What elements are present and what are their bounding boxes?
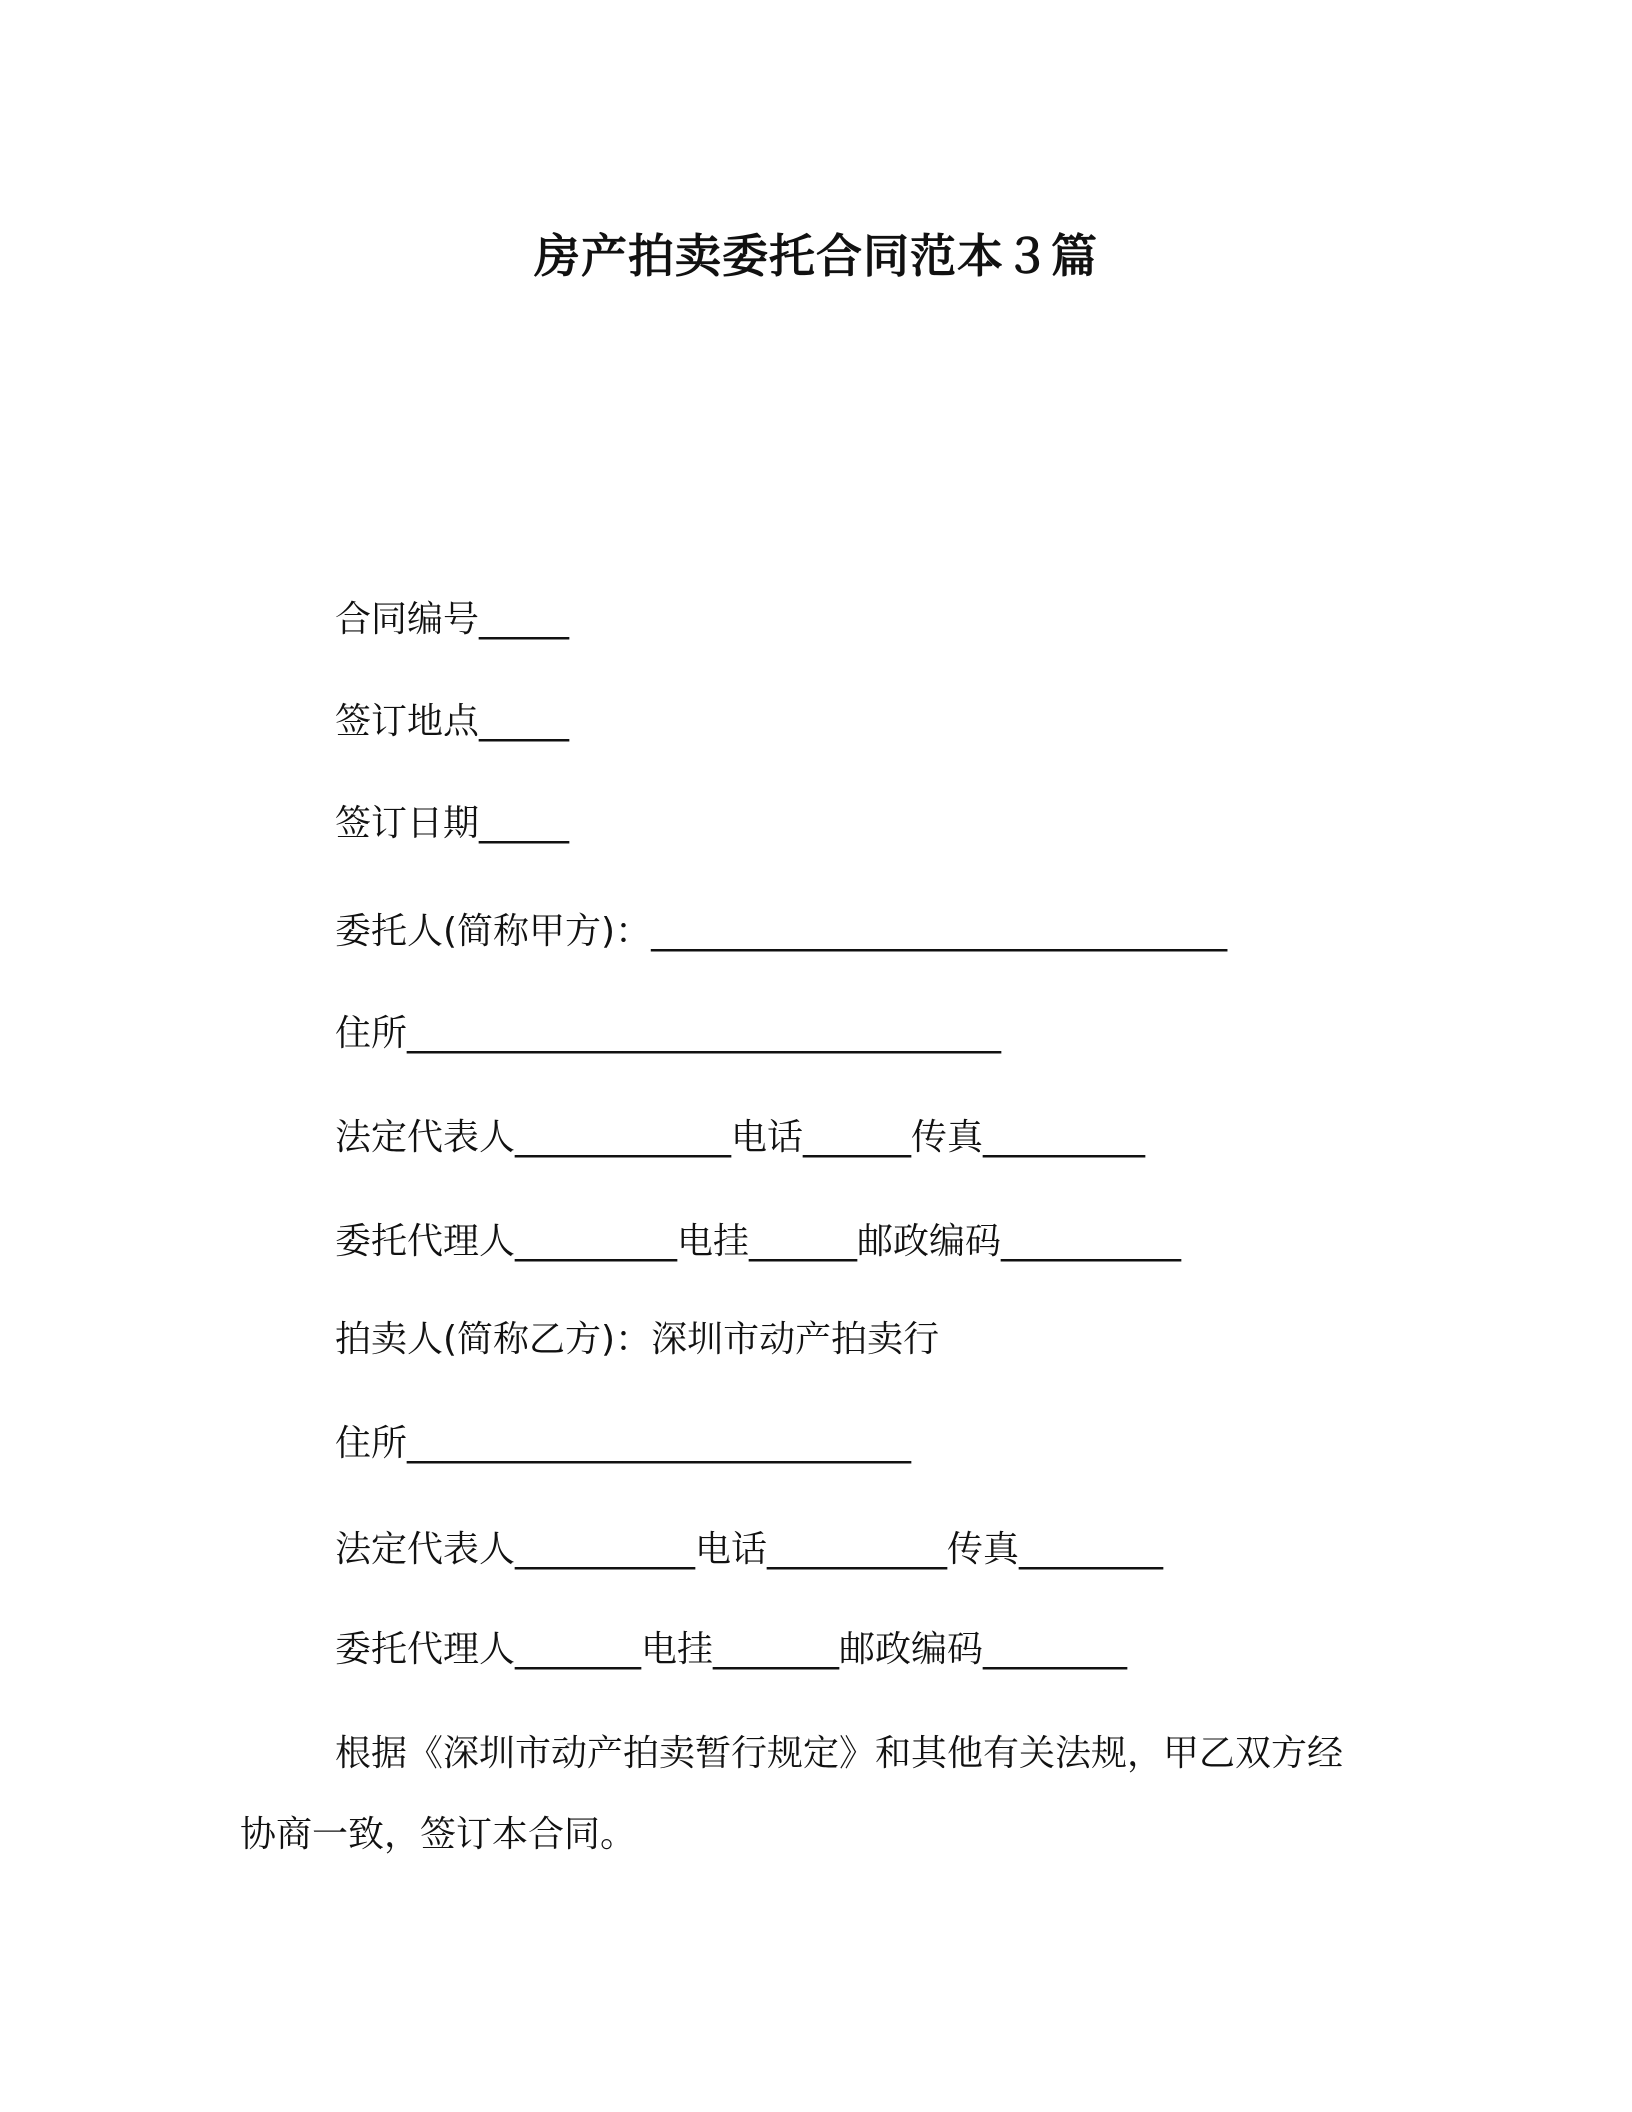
party-a-legal-rep-field: 法定代表人____________电话______传真_________ [335, 1117, 1146, 1158]
signing-place-field: 签订地点_____ [335, 701, 570, 742]
paragraph-line-2: 协商一致，签订本合同。 [240, 1814, 637, 1855]
document-title: 房产拍卖委托合同范本３篇 [534, 229, 1098, 283]
contract-number-field: 合同编号_____ [335, 599, 570, 640]
party-b-agent-field: 委托代理人_______电挂_______邮政编码________ [335, 1629, 1128, 1670]
agreement-paragraph [240, 1732, 1400, 1857]
principal-party-a-field: 委托人(简称甲方)：________________________________ [335, 911, 1228, 952]
auctioneer-party-b-field: 拍卖人(简称乙方)：深圳市动产拍卖行 [335, 1319, 940, 1360]
party-a-address-field: 住所_________________________________ [335, 1013, 1001, 1054]
party-a-agent-field: 委托代理人_________电挂______邮政编码__________ [335, 1221, 1182, 1262]
party-b-legal-rep-field: 法定代表人__________电话__________传真________ [335, 1529, 1164, 1570]
signing-date-field: 签订日期_____ [335, 803, 570, 844]
party-b-address-field: 住所____________________________ [335, 1423, 911, 1464]
paragraph-line-1: 根据《深圳市动产拍卖暂行规定》和其他有关法规，甲乙双方经 [335, 1733, 1344, 1774]
